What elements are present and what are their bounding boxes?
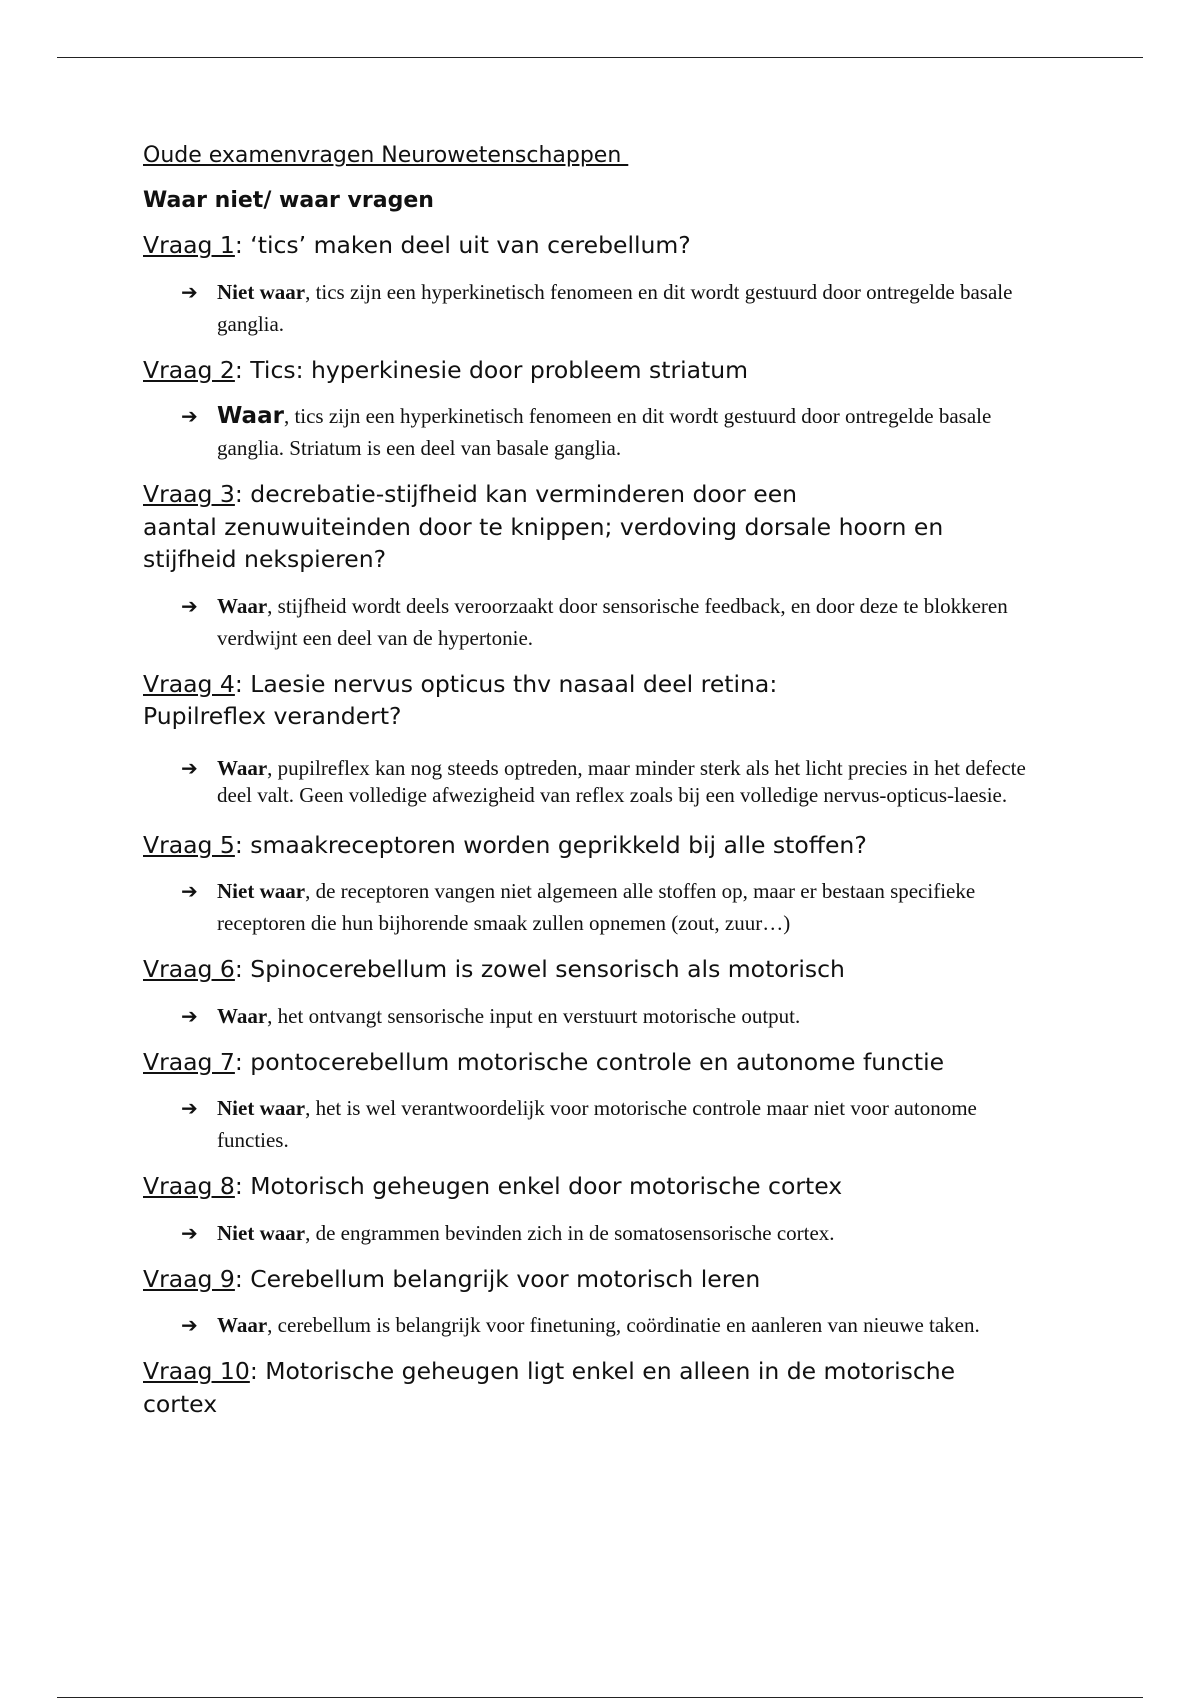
question-2-text: : Tics: hyperkinesie door probleem striatum xyxy=(234,355,749,384)
question-10-text-line-1: : Motorische geheugen ligt enkel en alleen in de motorische xyxy=(249,1357,956,1386)
question-3-text-line-2: aantal zenuwuiteinden door te knippen; verdoving dorsale hoorn en xyxy=(143,512,944,541)
answer-8-explanation: , de engrammen bevinden zich in de somatosensorische cortex. xyxy=(305,1220,835,1245)
answer-9-verdict: Waar xyxy=(217,1313,268,1338)
question-3 xyxy=(143,478,1043,576)
answer-7 xyxy=(143,1092,1049,1156)
answer-3-verdict: Waar xyxy=(217,593,268,618)
arrow-right-icon: ➔ xyxy=(181,1003,198,1028)
question-3-number: Vraag 3 xyxy=(143,480,235,509)
answer-4-verdict: Waar xyxy=(217,755,268,780)
answer-1-verdict: Niet waar xyxy=(217,279,306,304)
arrow-right-icon: ➔ xyxy=(181,279,198,304)
answer-4 xyxy=(143,755,1049,809)
answer-1 xyxy=(143,276,1049,340)
arrow-right-icon: ➔ xyxy=(181,1313,198,1338)
arrow-right-icon: ➔ xyxy=(181,755,198,780)
question-3-text-line-3: stijfheid nekspieren? xyxy=(143,545,387,574)
question-1-text: : ‘tics’ maken deel uit van cerebellum? xyxy=(234,231,691,260)
question-4 xyxy=(143,668,1043,733)
question-1-number: Vraag 1 xyxy=(143,231,235,260)
question-10-number: Vraag 10 xyxy=(143,1357,250,1386)
arrow-right-icon: ➔ xyxy=(181,879,198,904)
question-6-number: Vraag 6 xyxy=(143,955,235,984)
document-title: Oude examenvragen Neurowetenschappen xyxy=(143,143,629,168)
section-heading: Waar niet/ waar vragen xyxy=(143,187,434,213)
answer-6-explanation: , het ontvangt sensorische input en verstuurt motorische output. xyxy=(267,1003,801,1028)
answer-9 xyxy=(143,1309,1049,1341)
arrow-right-icon: ➔ xyxy=(181,1220,198,1245)
answer-5-verdict: Niet waar xyxy=(217,879,306,904)
answer-7-verdict: Niet waar xyxy=(217,1096,306,1121)
answer-5 xyxy=(143,875,1049,939)
question-9-number: Vraag 9 xyxy=(143,1264,235,1293)
question-10-text-line-2: cortex xyxy=(143,1389,218,1418)
question-9 xyxy=(143,1263,1043,1296)
question-8 xyxy=(143,1170,1043,1203)
question-7-text: : pontocerebellum motorische controle en autonome functie xyxy=(234,1047,945,1076)
question-5 xyxy=(143,829,1043,862)
arrow-right-icon: ➔ xyxy=(181,1096,198,1121)
question-8-number: Vraag 8 xyxy=(143,1172,235,1201)
question-2-number: Vraag 2 xyxy=(143,355,235,384)
question-4-text-line-2: Pupilreflex verandert? xyxy=(143,702,402,731)
answer-7-explanation: , het is wel verantwoordelijk voor motorische controle maar niet voor autonome functies. xyxy=(217,1096,977,1153)
answer-6 xyxy=(143,1000,1049,1032)
question-7 xyxy=(143,1046,1043,1079)
question-2 xyxy=(143,354,1043,387)
answer-8 xyxy=(143,1217,1049,1249)
question-6 xyxy=(143,953,1043,986)
answer-3 xyxy=(143,590,1049,654)
answer-3-explanation: , stijfheid wordt deels veroorzaakt door sensorische feedback, en door deze te blokkeren verdwijnt een deel van de hypertonie. xyxy=(217,593,1008,650)
question-4-number: Vraag 4 xyxy=(143,669,235,698)
arrow-right-icon: ➔ xyxy=(181,593,198,618)
answer-5-explanation: , de receptoren vangen niet algemeen alle stoffen op, maar er bestaan specifieke receptoren die hun bijhorende smaak zullen opnemen (zout, zuur…) xyxy=(217,879,976,936)
answer-2 xyxy=(143,400,1049,464)
question-5-number: Vraag 5 xyxy=(143,830,235,859)
arrow-right-icon: ➔ xyxy=(181,404,198,429)
answer-2-explanation: , tics zijn een hyperkinetisch fenomeen en dit wordt gestuurd door ontregelde basale ganglia. Striatum is een deel van basale ganglia. xyxy=(217,404,992,461)
question-1 xyxy=(143,229,1043,262)
answer-1-explanation: , tics zijn een hyperkinetisch fenomeen en dit wordt gestuurd door ontregelde basale ganglia. xyxy=(217,279,1013,336)
answer-4-explanation: , pupilreflex kan nog steeds optreden, maar minder sterk als het licht precies in het defecte deel valt. Geen volledige afwezigheid van reflex zoals bij een volledige nervus-opticus-laesie. xyxy=(217,755,1026,807)
answer-6-verdict: Waar xyxy=(217,1003,268,1028)
document-body xyxy=(143,142,1043,1434)
question-4-text-line-1: : Laesie nervus opticus thv nasaal deel retina: xyxy=(234,669,778,698)
question-7-number: Vraag 7 xyxy=(143,1047,235,1076)
answer-9-explanation: , cerebellum is belangrijk voor finetuning, coördinatie en aanleren van nieuwe taken. xyxy=(267,1313,980,1338)
question-8-text: : Motorisch geheugen enkel door motorische cortex xyxy=(234,1172,843,1201)
page-bottom-rule xyxy=(57,1697,1143,1698)
question-6-text: : Spinocerebellum is zowel sensorisch als motorisch xyxy=(234,955,845,984)
question-10 xyxy=(143,1355,1043,1420)
question-5-text: : smaakreceptoren worden geprikkeld bij alle stoffen? xyxy=(234,830,867,859)
question-9-text: : Cerebellum belangrijk voor motorisch leren xyxy=(234,1264,761,1293)
question-3-text-line-1: : decrebatie-stijfheid kan verminderen door een xyxy=(234,480,798,509)
page-top-rule xyxy=(57,57,1143,58)
answer-2-verdict: Waar xyxy=(217,403,284,430)
answer-8-verdict: Niet waar xyxy=(217,1220,306,1245)
